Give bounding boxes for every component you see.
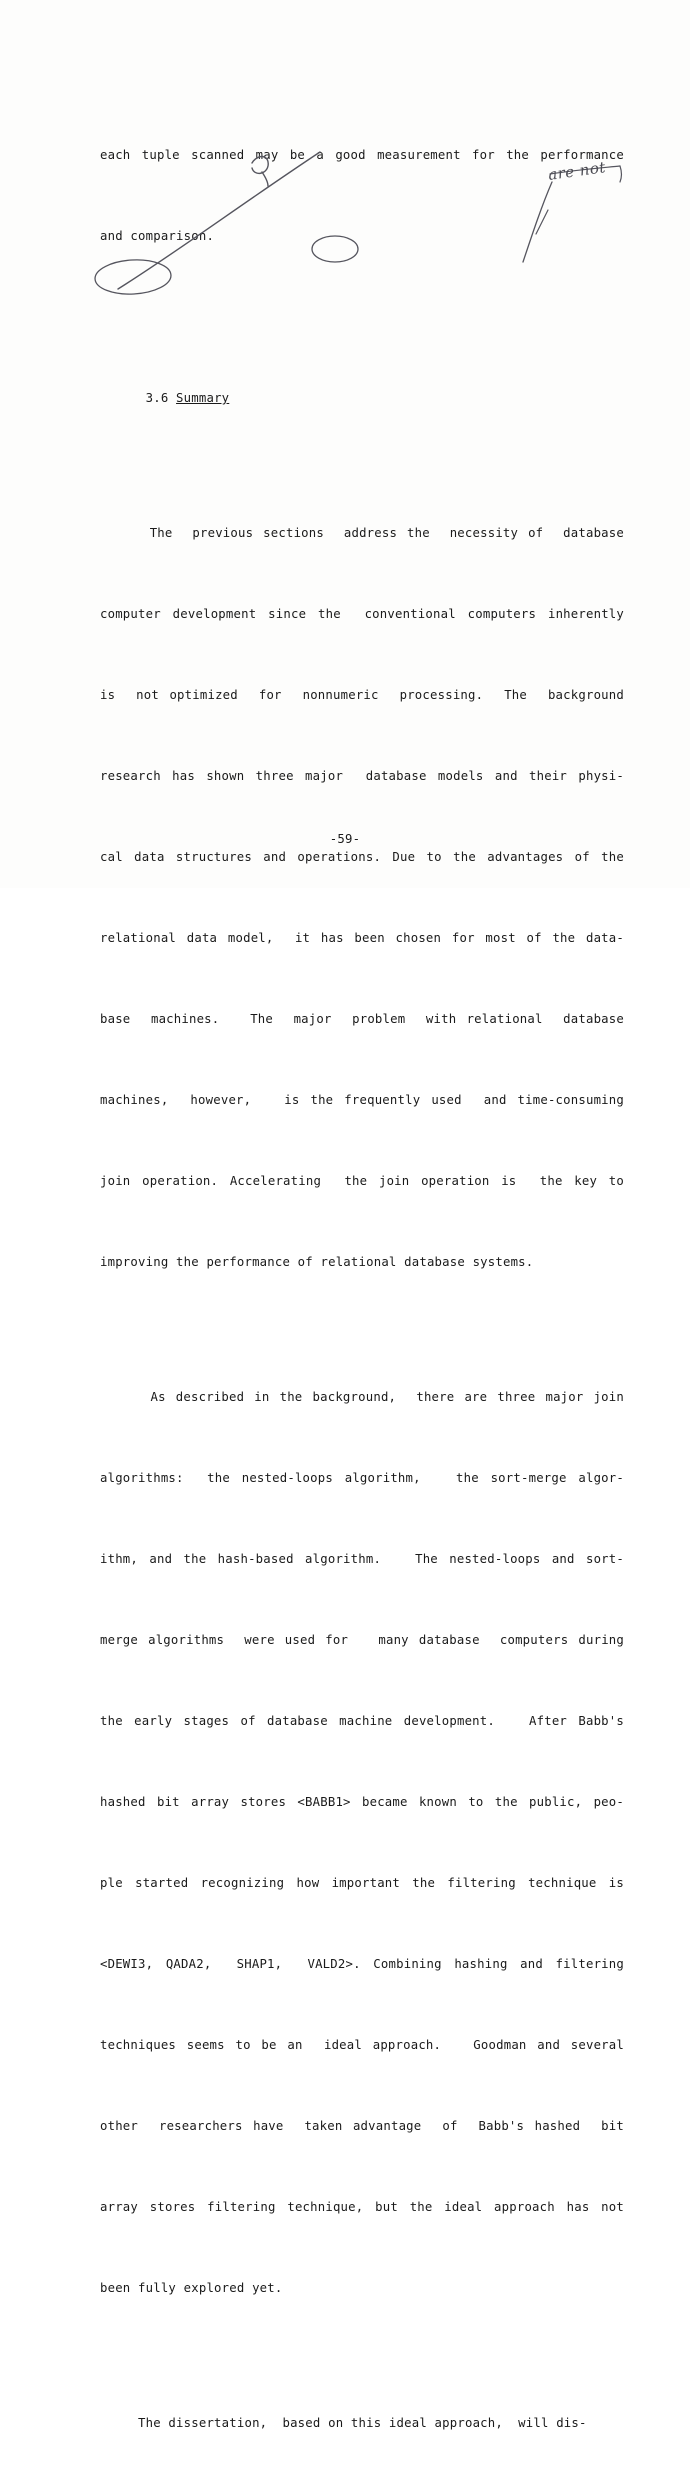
section-number: 3.6 <box>145 391 169 405</box>
text-line: other researchers have taken advantage of Babb's hashed bit <box>100 2119 624 2133</box>
text-line: each tuple scanned may be a good measurement for the performance <box>100 148 624 162</box>
page-number: -59- <box>329 832 361 846</box>
section-title: Summary <box>176 391 230 405</box>
text-line: join operation. Accelerating the join operation is the key to <box>100 1174 624 1188</box>
page-body <box>100 88 624 2491</box>
text-line: techniques seems to be an ideal approach. Goodman and several <box>100 2038 624 2052</box>
handwritten-annotation-are-not: are not <box>547 158 607 184</box>
text-line: the early stages of database machine development. After Babb's <box>100 1714 624 1728</box>
text-line: <DEWI3, QADA2, SHAP1, VALD2>. Combining hashing and filtering <box>100 1957 624 1971</box>
text-line: ithm, and the hash-based algorithm. The nested-loops and sort- <box>100 1552 624 1566</box>
spacer <box>100 439 624 466</box>
text-line: computer development since the conventional computers inherently <box>100 607 624 621</box>
text-line: The previous sections address the necessity of database <box>100 526 624 540</box>
text-line: research has shown three major database models and their physi- <box>100 769 624 783</box>
spacer <box>100 331 624 358</box>
text-line: merge algorithms were used for many database computers during <box>100 1633 624 1647</box>
paragraph-summary-1 <box>100 466 624 1330</box>
text-line: ple started recognizing how important the filtering technique is <box>100 1876 624 1890</box>
text-line: The dissertation, based on this ideal approach, will dis- <box>100 2416 587 2430</box>
text-line: algorithms: the nested-loops algorithm, the sort-merge algor- <box>100 1471 624 1485</box>
text-line: base machines. The major problem with relational database <box>100 1012 624 1026</box>
text-line: is not optimized for nonnumeric processing. The background <box>100 688 624 702</box>
paragraph-summary-2 <box>100 1330 624 2356</box>
text-line: cal data structures and operations. Due to the advantages of the <box>100 850 624 864</box>
text-line: array stores filtering technique, but the ideal approach has not <box>100 2200 624 2214</box>
text-line: relational data model, it has been chosen for most of the data- <box>100 931 624 945</box>
text-line: improving the performance of relational database systems. <box>100 1255 534 1269</box>
text-line: As described in the background, there are three major join <box>100 1390 624 1404</box>
section-heading <box>100 358 624 439</box>
text-line: and comparison. <box>100 229 215 243</box>
text-line: machines, however, is the frequently used and time-consuming <box>100 1093 624 1107</box>
text-line: hashed bit array stores <BABB1> became known to the public, peo- <box>100 1795 624 1809</box>
paragraph-summary-3 <box>100 2356 624 2491</box>
paragraph-intro <box>100 88 624 304</box>
spacer <box>100 304 624 331</box>
text-line: been fully explored yet. <box>100 2281 283 2295</box>
